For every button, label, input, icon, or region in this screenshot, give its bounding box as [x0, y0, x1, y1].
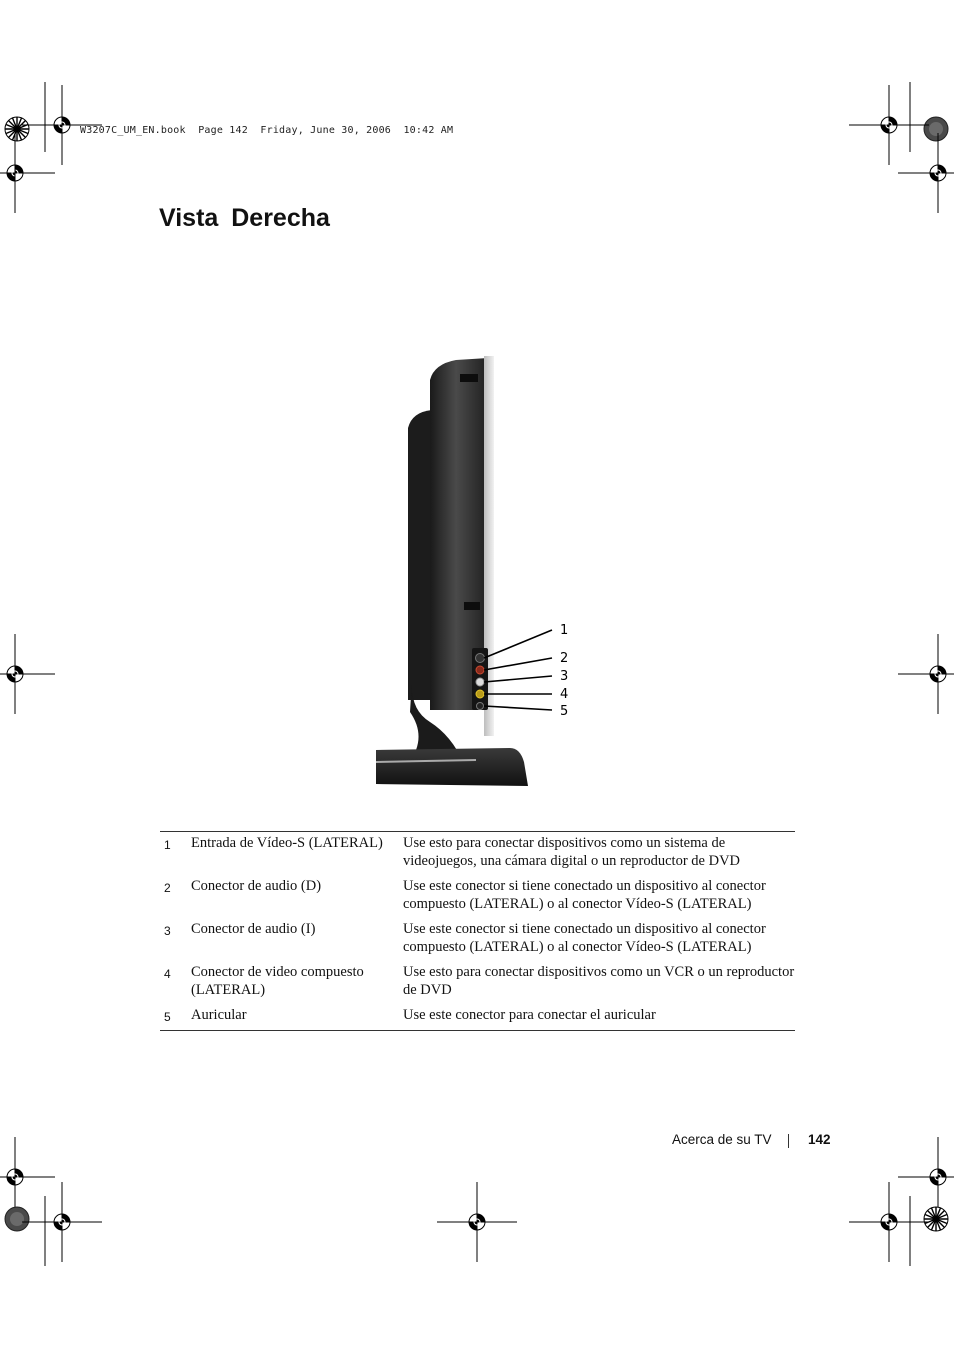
callout-1: 1 — [560, 623, 569, 638]
connector-table — [160, 831, 795, 1031]
table-row — [160, 877, 795, 920]
table-row — [160, 1006, 795, 1031]
table-row — [160, 920, 795, 963]
connector-description: Use este conector si tiene conectado un dispositivo al conector compuesto (LATERAL) o al conector Vídeo-S (LATERAL) — [403, 878, 766, 912]
table-row — [160, 963, 795, 1006]
page-number: 142 — [808, 1132, 831, 1147]
connector-name: Conector de audio (I) — [191, 921, 316, 937]
connector-description: Use este conector para conectar el auricular — [403, 1007, 656, 1023]
connector-description: Use esto para conectar dispositivos como un sistema de videojuegos, una cámara digital o un reproductor de DVD — [403, 835, 741, 869]
book-meta-header: W3207C_UM_EN.book Page 142 Friday, June 30, 2006 10:42 AM — [80, 125, 454, 136]
callout-2: 2 — [560, 651, 569, 666]
footer-section-title: Acerca de su TV — [672, 1132, 772, 1147]
callout-4: 4 — [560, 687, 569, 702]
connector-number: 4 — [164, 967, 171, 981]
connector-name: Conector de audio (D) — [191, 878, 322, 894]
table-row — [160, 832, 795, 878]
connector-number: 5 — [164, 1010, 171, 1024]
connector-name: Entrada de Vídeo-S (LATERAL) — [191, 835, 383, 851]
connector-description: Use esto para conectar dispositivos como un VCR o un reproductor de DVD — [403, 964, 795, 998]
footer-divider — [788, 1134, 789, 1148]
connector-name: Auricular — [191, 1007, 247, 1023]
tv-right-side-illustration — [360, 350, 600, 800]
page-title: Vista Derecha — [159, 204, 330, 232]
callout-3: 3 — [560, 669, 569, 684]
connector-description: Use este conector si tiene conectado un dispositivo al conector compuesto (LATERAL) o al conector Vídeo-S (LATERAL) — [403, 921, 766, 955]
connector-number: 1 — [164, 838, 171, 852]
connector-number: 2 — [164, 881, 171, 895]
callout-5: 5 — [560, 704, 569, 719]
connector-name: Conector de video compuesto (LATERAL) — [191, 964, 364, 998]
connector-number: 3 — [164, 924, 171, 938]
